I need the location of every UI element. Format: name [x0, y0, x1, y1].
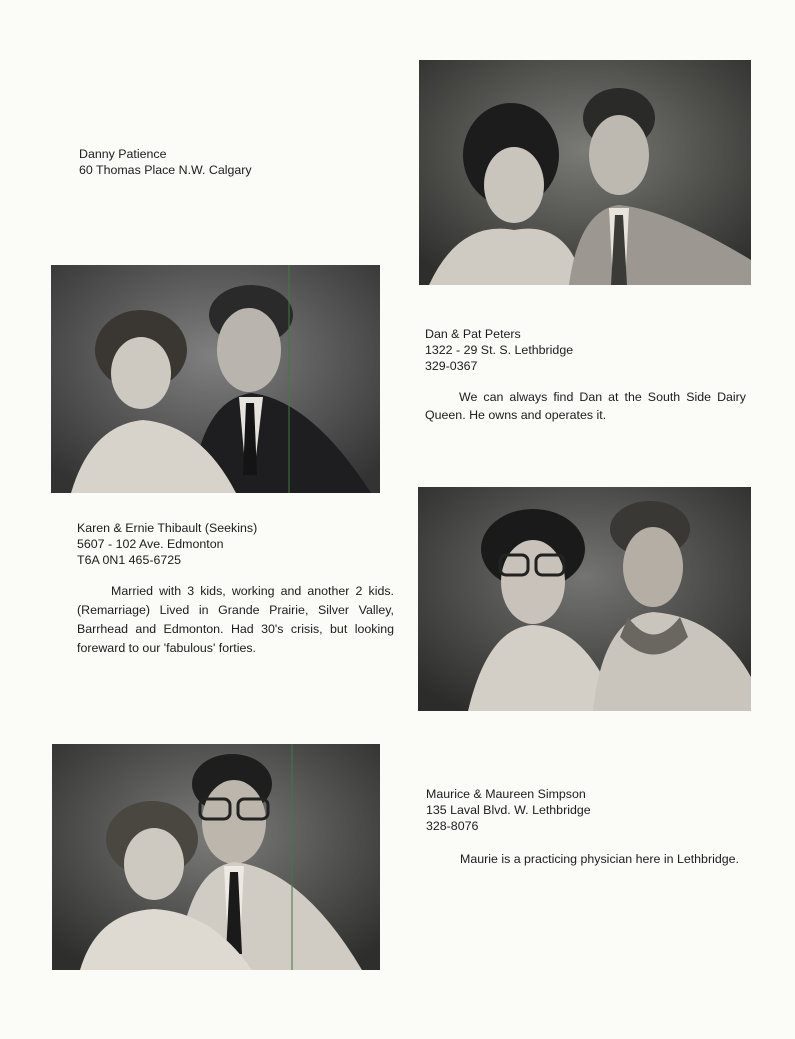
- entry-address: 135 Laval Blvd. W. Lethbridge: [426, 803, 591, 817]
- entry-bio-thibault: Married with 3 kids, working and another 2 kids. (Remarriage) Lived in Grande Prairie, Silver Valley, Barrhead and Edmonton. Had 30's crisis, but looking foreward to our 'fabulous' forties.: [77, 584, 394, 655]
- entry-karen-ernie-thibault: [77, 520, 257, 568]
- entry-address: 60 Thomas Place N.W. Calgary: [79, 163, 252, 177]
- entry-dan-pat-peters: [425, 326, 573, 374]
- photo-couple-middle-left: [51, 265, 380, 493]
- entry-address: 5607 - 102 Ave. Edmonton: [77, 537, 224, 551]
- photo-couple-top-right: [419, 60, 751, 285]
- entry-bio-peters: We can always find Dan at the South Side Dairy Queen. He owns and operates it.: [425, 390, 746, 422]
- entry-bio-simpson: Maurie is a practicing physician here in Lethbridge.: [460, 852, 739, 866]
- entry-name: Dan & Pat Peters: [425, 327, 521, 341]
- entry-phone: 328-8076: [426, 819, 479, 833]
- entry-name: Maurice & Maureen Simpson: [426, 787, 586, 801]
- entry-phone: 329-0367: [425, 359, 478, 373]
- portrait-image: [52, 744, 380, 970]
- portrait-image: [419, 60, 751, 285]
- entry-maurice-maureen-simpson: [426, 786, 591, 834]
- entry-name: Karen & Ernie Thibault (Seekins): [77, 521, 258, 535]
- photo-couple-middle-right: [418, 487, 751, 711]
- entry-danny-patience: [79, 146, 252, 178]
- portrait-image: [418, 487, 751, 711]
- entry-address: 1322 - 29 St. S. Lethbridge: [425, 343, 574, 357]
- entry-phone: T6A 0N1 465-6725: [77, 553, 182, 567]
- entry-name: Danny Patience: [79, 147, 167, 161]
- portrait-image: [51, 265, 380, 493]
- photo-couple-bottom-left: [52, 744, 380, 970]
